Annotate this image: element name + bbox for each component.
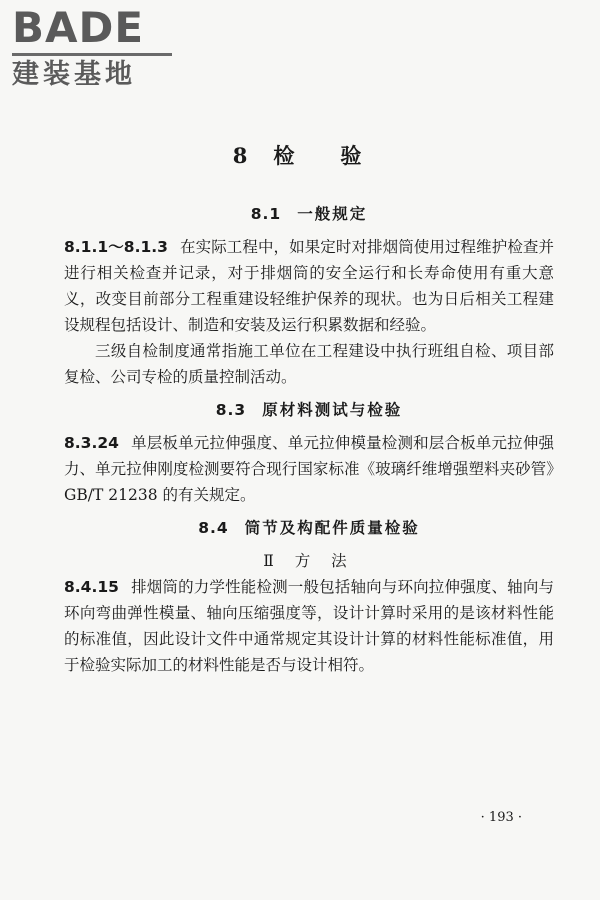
- clause-number: 8.1.1～8.1.3: [64, 238, 168, 256]
- bade-logo: [12, 3, 177, 90]
- chapter-word-2: 验: [340, 143, 368, 168]
- section-heading-8-3: [64, 396, 554, 430]
- chapter-title: [0, 140, 600, 170]
- clause-8-1-1-paragraph-2: 三级自检制度通常指施工单位在工程建设中执行班组自检、项目部复检、公司专检的质量控制活动。: [64, 342, 554, 386]
- logo-brand: BADE: [12, 3, 145, 52]
- page-number: · 193 ·: [480, 810, 522, 825]
- clause-text: 排烟筒的力学性能检测一般包括轴向与环向拉伸强度、轴向与环向弯曲弹性模量、轴向压缩强度等，设计计算时采用的是该材料性能的标准值，因此设计文件中通常规定其设计计算的材料性能标准值，用于检验实际加工的材料性能是否与设计相符。: [64, 578, 554, 674]
- clause-8-1-1: [64, 234, 554, 338]
- clause-text: 单层板单元拉伸强度、单元拉伸模量检测和层合板单元拉伸强力、单元拉伸刚度检测要符合现行国家标准《玻璃纤维增强塑料夹砂管》GB/T 21238 的有关规定。: [64, 434, 554, 504]
- clause-8-3-24: [64, 430, 554, 508]
- clause-8-4-15: [64, 574, 554, 678]
- section-number: 8.4: [198, 519, 229, 537]
- section-heading-8-1: [64, 200, 554, 234]
- document-body: [64, 200, 554, 678]
- subsection-heading: Ⅱ 方 法: [263, 552, 355, 570]
- section-number: 8.3: [215, 401, 247, 419]
- logo-divider: [12, 53, 172, 56]
- chapter-number: 8: [232, 143, 254, 168]
- section-number: 8.1: [250, 205, 282, 223]
- clause-number: 8.4.15: [64, 578, 119, 596]
- clause-number: 8.3.24: [64, 434, 119, 452]
- section-title: 筒节及构配件质量检验: [244, 519, 420, 537]
- section-title: 一般规定: [297, 205, 368, 223]
- logo-subtitle: 建装基地: [12, 59, 136, 90]
- section-heading-8-4: [64, 514, 554, 548]
- section-title: 原材料测试与检验: [262, 401, 403, 419]
- chapter-word-1: 检: [273, 143, 301, 168]
- clause-text: 在实际工程中，如果定时对排烟筒使用过程维护检查并进行相关检查并记录，对于排烟筒的安全运行和长寿命使用有重大意义，改变目前部分工程重建设轻维护保养的现状。也为日后相关工程建设规程包括设计、制造和安装及运行积累数据和经验。: [64, 238, 554, 334]
